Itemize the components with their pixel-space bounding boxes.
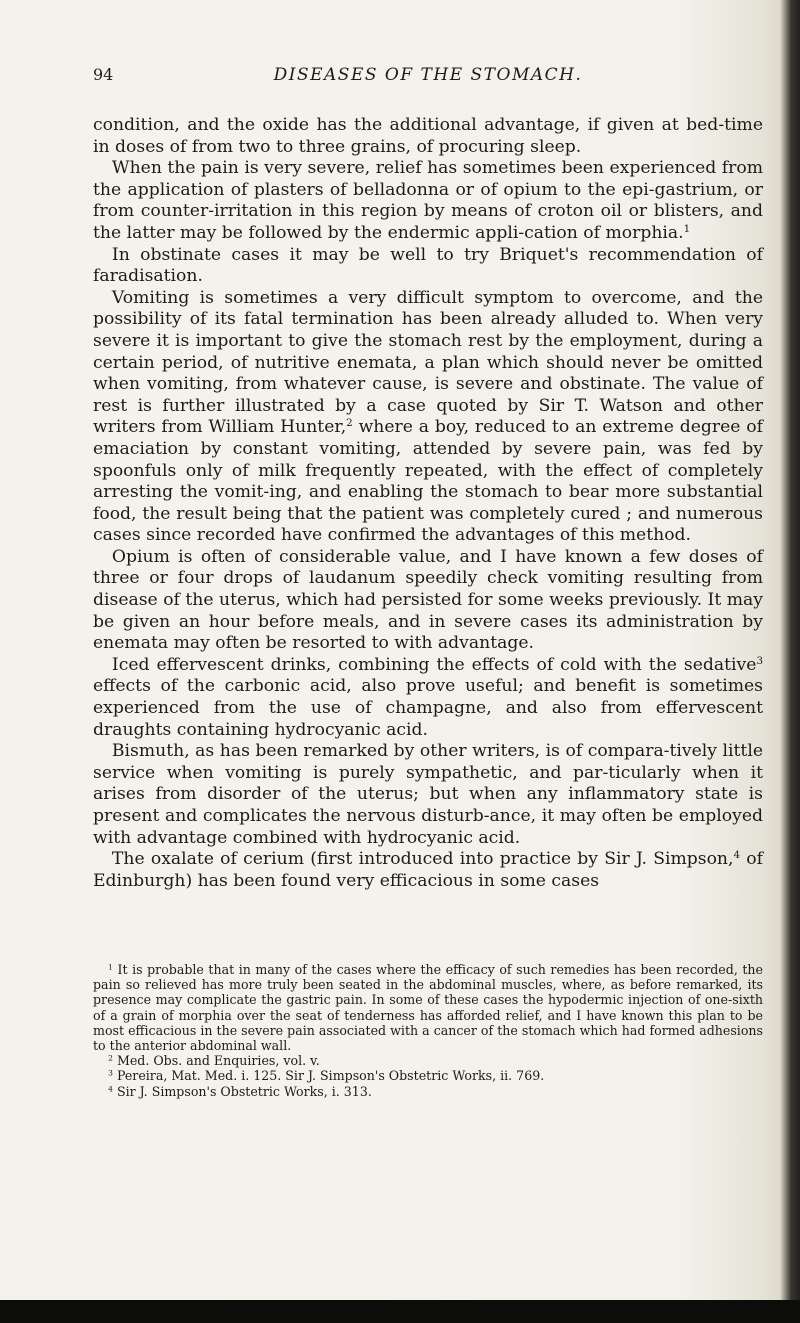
footnote-mark: 4 xyxy=(108,1084,113,1094)
footnote-reference: 2 xyxy=(346,417,353,430)
paragraph xyxy=(93,849,763,892)
footnote xyxy=(93,1084,763,1099)
paragraph xyxy=(93,741,763,849)
paragraph xyxy=(93,655,763,741)
paragraph-text: Iced effervescent drinks, combining the effects of cold with the sedative xyxy=(111,654,757,675)
footnote-mark: 3 xyxy=(108,1068,113,1078)
footnote xyxy=(93,1068,763,1083)
footnotes xyxy=(93,962,763,1099)
paragraph xyxy=(93,245,763,288)
footnote xyxy=(93,962,763,1053)
page-edge-shadow xyxy=(780,0,800,1300)
paragraph xyxy=(93,288,763,547)
paragraph xyxy=(93,115,763,158)
footnote-mark: 1 xyxy=(108,962,113,972)
body-text xyxy=(93,115,763,892)
paragraph-text: Opium is often of considerable value, and I have known a few doses of three or four drops of laudanum speedily check vomiting resulting from disease of the uterus, which had persisted for some weeks previously. It may be given an hour before meals, and in severe cases its administration by enemata may often be resorted to with advantage. xyxy=(93,546,763,654)
paragraph-text: Bismuth, as has been remarked by other writers, is of compara-tively little service when vomiting is purely sympathetic, and par-ticularly when it arises from disorder of the uterus; but when any inflammatory state is present and complicates the nervous disturb-ance, it may often be employed with advantage combined with hydrocyanic acid. xyxy=(93,741,763,848)
page-number: 94 xyxy=(93,65,114,84)
footnote-mark: 2 xyxy=(108,1053,113,1063)
page-header xyxy=(93,65,763,89)
paragraph-text: In obstinate cases it may be well to try Briquet's recommendation of faradisation. xyxy=(93,244,763,287)
paragraph-text: of Edinburgh) has been found very efficacious in some cases xyxy=(93,849,763,891)
paragraph-text: When the pain is very severe, relief has sometimes been experienced from the application of plasters of belladonna or of opium to the epi-gastrium, or from counter-irritation in this region by means of croton oil or blisters, and the latter may be followed by the endermic appli-cation of morphia. xyxy=(93,158,763,243)
paragraph xyxy=(93,158,763,244)
paragraph-text: where a boy, reduced to an extreme degree of emaciation by constant vomiting, attended by severe pain, was fed by spoonfuls only of milk frequently repeated, with the effect of completely arresting the vomit-ing, and enabling the stomach to bear more substantial food, the result being that the patient was completely cured ; and numerous cases since recorded have confirmed the advantages of this method. xyxy=(93,417,763,546)
paragraph-text: effects of the carbonic acid, also prove useful; and benefit is sometimes experienced from the use of champagne, and also from effervescent draughts containing hydrocyanic acid. xyxy=(93,676,763,740)
footnote-text: Sir J. Simpson's Obstetric Works, i. 313. xyxy=(116,1083,372,1099)
paragraph-text: condition, and the oxide has the additional advantage, if given at bed-time in doses of from two to three grains, of procuring sleep. xyxy=(93,115,763,157)
paragraph-text: The oxalate of cerium (first introduced into practice by Sir J. Simpson, xyxy=(111,849,734,870)
footnote-text: It is probable that in many of the cases where the efficacy of such remedies has been recorded, the pain so relieved has more truly been seated in the abdominal muscles, where, as before remarked, its presence may complicate the gastric pain. In some of these cases the hypodermic injection of one-sixth of a grain of morphia over the seat of tenderness has afforded relief, and I have known this plan to be most efficacious in the severe pain associated with a cancer of the stomach which had formed adhesions to the anterior abdominal wall. xyxy=(93,962,763,1054)
footnote-text: Pereira, Mat. Med. i. 125. Sir J. Simpson's Obstetric Works, ii. 769. xyxy=(116,1068,545,1084)
footnote-reference: 4 xyxy=(733,849,741,861)
footnote-text: Med. Obs. and Enquiries, vol. v. xyxy=(116,1053,320,1069)
paragraph-text: Vomiting is sometimes a very difficult symptom to overcome, and the possibility of its fatal termination has been already alluded to. When very severe it is important to give the stomach rest by the employment, during a certain period, of nutritive enemata, a plan which should never be omitted when vomiting, from whatever cause, is severe and obstinate. The value of rest is further illustrated by a case quoted by Sir T. Watson and other writers from William Hunter, xyxy=(93,287,763,438)
footnote-reference: 3 xyxy=(756,654,763,667)
footnote-reference: 1 xyxy=(683,222,691,235)
running-head: DISEASES OF THE STOMACH. xyxy=(273,65,583,85)
scan-bottom-border xyxy=(0,1300,800,1323)
paragraph xyxy=(93,547,763,655)
footnote xyxy=(93,1053,763,1068)
